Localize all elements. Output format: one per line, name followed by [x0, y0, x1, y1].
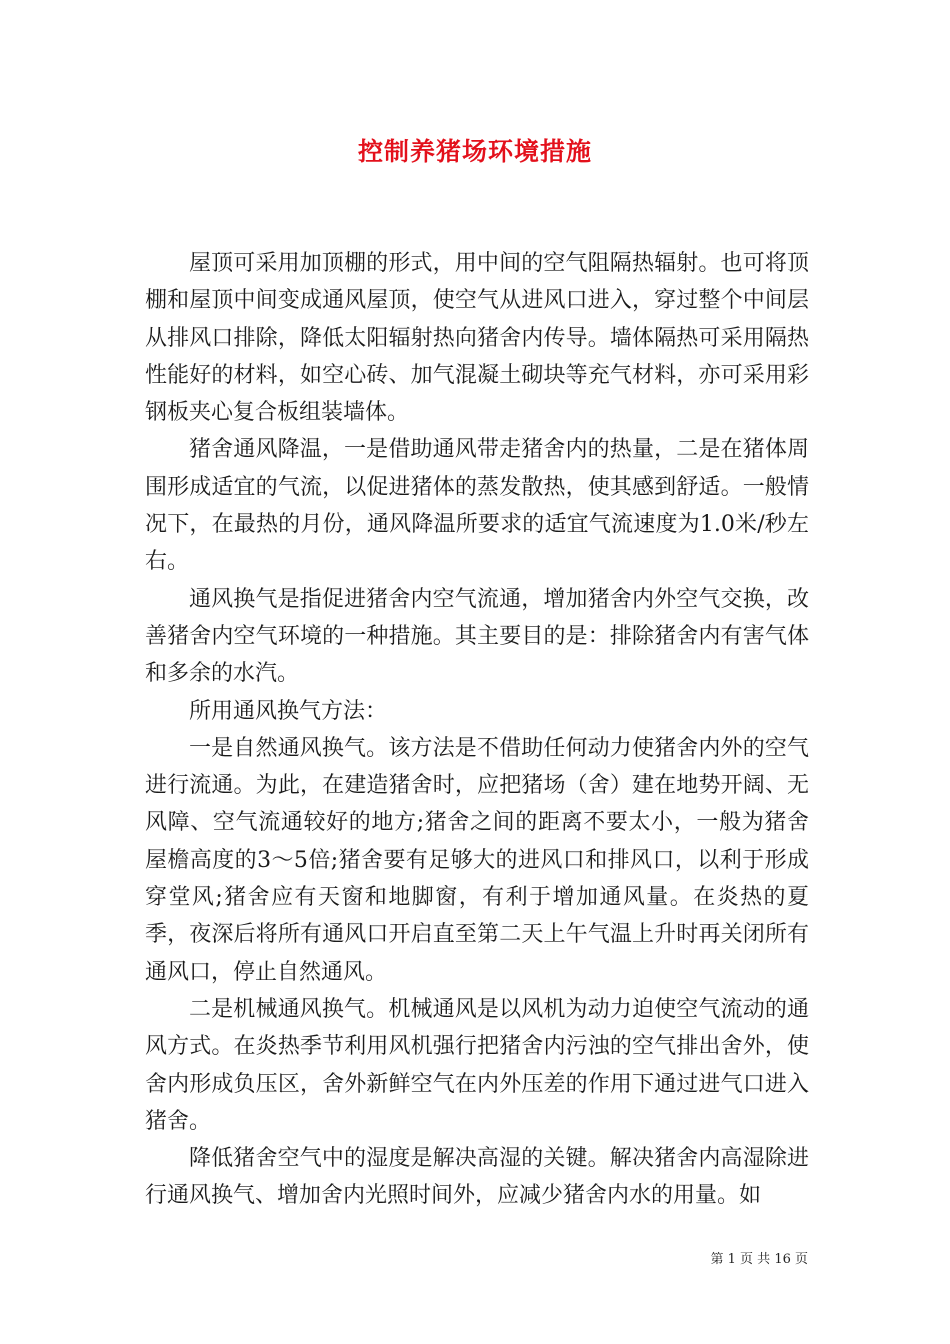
paragraph-humidity: 降低猪舍空气中的湿度是解决高湿的关键。解决猪舍内高湿除进行通风换气、增加舍内光照时间外，应减少猪舍内水的用量。如 [145, 1146, 809, 1209]
page-title: 控制养猪场环境措施 [357, 137, 592, 166]
paragraph-methods-heading: 所用通风换气方法： [189, 698, 388, 724]
paragraph-ventilation-cooling: 猪舍通风降温，一是借助通风带走猪舍内的热量，二是在猪体周围形成适宜的气流，以促进猪体的蒸发散热，使其感到舒适。一般情况下，在最热的月份，通风降温所要求的适宜气流速度为1.0米/秒左右。 [145, 437, 809, 575]
paragraph-mechanical-ventilation: 二是机械通风换气。机械通风是以风机为动力迫使空气流动的通风方式。在炎热季节利用风机强行把猪舍内污浊的空气排出舍外，使舍内形成负压区，舍外新鲜空气在内外压差的作用下通过进气口进入猪舍。 [145, 996, 809, 1134]
page-number: 第 1 页 共 16 页 [710, 1252, 808, 1267]
paragraph-roof-insulation: 屋顶可采用加顶棚的形式，用中间的空气阻隔热辐射。也可将顶棚和屋顶中间变成通风屋顶，使空气从进风口进入，穿过整个中间层从排风口排除，降低太阳辐射热向猪舍内传导。墙体隔热可采用隔热性能好的材料，如空心砖、加气混凝土砌块等充气材料，亦可采用彩钢板夹心复合板组装墙体。 [145, 251, 809, 426]
paragraph-natural-ventilation: 一是自然通风换气。该方法是不借助任何动力使猪舍内外的空气进行流通。为此，在建造猪舍时，应把猪场（舍）建在地势开阔、无风障、空气流通较好的地方;猪舍之间的距离不要太小，一般为猪舍屋檐高度的3～5倍;猪舍要有足够大的进风口和排风口，以利于形成穿堂风;猪舍应有天窗和地脚窗，有利于增加通风量。在炎热的夏季，夜深后将所有通风口开启直至第二天上午气温上升时再关闭所有通风口，停止自然通风。 [145, 735, 809, 985]
paragraph-air-exchange: 通风换气是指促进猪舍内空气流通，增加猪舍内外空气交换，改善猪舍内空气环境的一种措施。其主要目的是：排除猪舍内有害气体和多余的水汽。 [145, 586, 809, 687]
document-body [145, 245, 809, 1215]
